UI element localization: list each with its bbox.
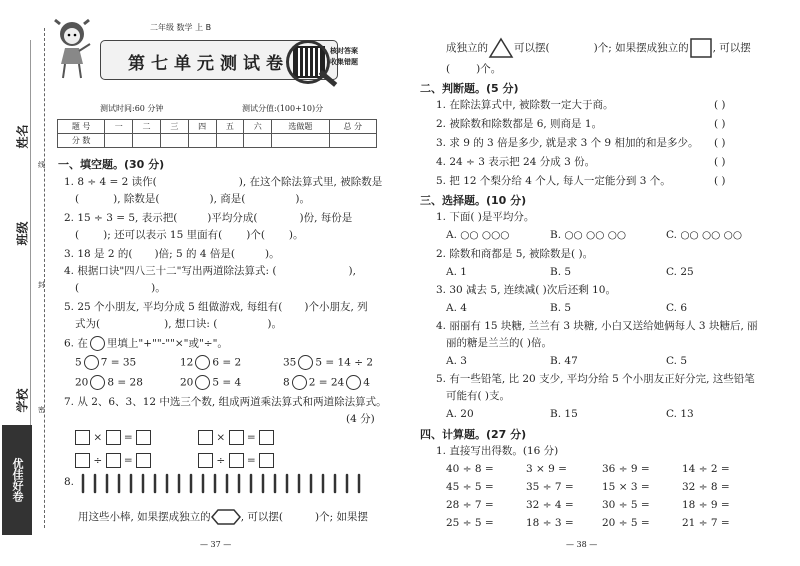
cut-line — [44, 28, 46, 528]
seal-mark: 密 — [38, 406, 45, 414]
choice-question: 3. 30 减去 5, 连续减( )次后还剩 10。 — [436, 284, 616, 296]
table-header: 总 分 — [329, 120, 376, 134]
score-cell[interactable] — [244, 134, 272, 148]
choice-option[interactable]: A. ○○ ○○○ — [446, 229, 510, 241]
brand-logo: 优佳好卷 — [2, 425, 32, 535]
table-row-label: 分 数 — [58, 134, 105, 148]
question-1: 1. 8 ÷ 4 = 2 读作( ), 在这个除法算式里, 被除数是 — [64, 176, 383, 188]
judge-answer[interactable]: ( ) — [714, 99, 726, 111]
calc-item: 32 ÷ 4 = — [526, 499, 574, 511]
choice-option[interactable]: A. 4 — [446, 302, 467, 314]
name-line — [30, 40, 32, 460]
judge-item: 4. 24 ÷ 3 表示把 24 分成 3 份。 — [436, 156, 596, 168]
table-row — [58, 120, 377, 134]
q6-item: 5 7 = 35 — [75, 356, 137, 369]
calc-item: 15 × 3 = — [602, 481, 650, 493]
choice-question: 1. 下面( )是平均分。 — [436, 211, 535, 223]
q6-item: 35 5 = 14 ÷ 2 — [283, 356, 374, 369]
question-5: 5. 25 个小朋友, 平均分成 5 组做游戏, 每组有( )个小朋友, 列 — [64, 301, 368, 313]
judge-item: 2. 被除数和除数都是 6, 则商是 1。 — [436, 118, 603, 130]
q7-equation: ÷ = — [75, 453, 151, 468]
answer-circle[interactable] — [346, 375, 361, 390]
question-8-continued: 成独立的 可以摆( )个; 如果摆成独立的 , 可以摆 — [446, 37, 751, 59]
question-2: 2. 15 ÷ 3 = 5, 表示把( )平均分成( )份, 每份是 — [64, 212, 353, 224]
choice-option[interactable]: B. 47 — [550, 355, 578, 367]
calc-item: 18 ÷ 3 = — [526, 517, 574, 529]
table-header: 选做题 — [272, 120, 329, 134]
question-7: 7. 从 2、6、3、12 中选三个数, 组成两道乘法算式和两道除法算式。 — [64, 396, 387, 408]
choice-option[interactable]: A. 20 — [446, 408, 474, 420]
question-1-line2: ( ), 除数是( ), 商是( )。 — [75, 193, 310, 205]
choice-option[interactable]: C. 5 — [666, 355, 688, 367]
answer-circle[interactable] — [292, 375, 307, 390]
choice-option[interactable]: A. 3 — [446, 355, 467, 367]
choice-question-cont: 丽的糖是兰兰的( )倍。 — [446, 337, 553, 349]
answer-circle[interactable] — [90, 375, 105, 390]
q7-equation: × = — [75, 430, 151, 445]
choice-option[interactable]: A. 1 — [446, 266, 467, 278]
table-header: 六 — [244, 120, 272, 134]
class-label: 班级 — [15, 221, 30, 246]
judge-item: 3. 求 9 的 3 倍是多少, 就是求 3 个 9 相加的和是多少。 — [436, 137, 699, 149]
table-row — [58, 134, 377, 148]
question-2-line2: ( ); 还可以表示 15 里面有( )个( )。 — [75, 229, 304, 241]
qr-note-2: 收集错题 — [330, 58, 358, 66]
page-title: 第七单元测试卷 — [128, 54, 289, 74]
score-cell[interactable] — [272, 134, 329, 148]
calc-item: 45 ÷ 5 = — [446, 481, 494, 493]
choice-option[interactable]: B. 15 — [550, 408, 578, 420]
score-cell[interactable] — [133, 134, 161, 148]
question-8-continued-2: ( )个。 — [446, 63, 502, 75]
choice-option[interactable]: C. 6 — [666, 302, 688, 314]
girl-mascot — [52, 18, 94, 80]
choice-option[interactable]: C. 13 — [666, 408, 694, 420]
page-number: — 38 — — [566, 540, 598, 549]
question-7-points: (4 分) — [346, 413, 375, 425]
grade-line: 二年级 数学 上 B — [150, 23, 212, 32]
q6-item: 20 8 = 28 — [75, 376, 143, 389]
calc-title: 1. 直接写出得数。(16 分) — [436, 445, 559, 457]
calc-item: 32 ÷ 8 = — [682, 481, 730, 493]
qr-note-1: 核对答案 — [330, 47, 358, 55]
q6-item: 20 5 = 4 — [180, 376, 242, 389]
choice-option[interactable]: B. 5 — [550, 266, 572, 278]
exam-score: 测试分值:(100+10)分 — [242, 104, 324, 113]
score-cell[interactable] — [188, 134, 216, 148]
answer-circle — [90, 336, 105, 351]
table-header: 四 — [188, 120, 216, 134]
answer-circle[interactable] — [195, 355, 210, 370]
seal-mark: 封 — [38, 281, 45, 289]
score-cell[interactable] — [160, 134, 188, 148]
choice-option[interactable]: B. 5 — [550, 302, 572, 314]
section-title: 一、填空题。(30 分) — [58, 158, 165, 171]
judge-answer[interactable]: ( ) — [714, 175, 726, 187]
calc-item: 21 ÷ 7 = — [682, 517, 730, 529]
calc-item: 28 ÷ 7 = — [446, 499, 494, 511]
page-number: — 37 — — [200, 540, 232, 549]
q6-item: 8 2 = 24 4 — [283, 376, 370, 389]
section-title: 四、计算题。(27 分) — [420, 428, 527, 441]
section-title: 二、判断题。(5 分) — [420, 82, 519, 95]
question-4-line2: ( )。 — [75, 282, 166, 294]
sticks-image — [78, 472, 388, 494]
choice-question-cont: 可能有( )支。 — [446, 390, 511, 402]
question-8: 用这些小棒, 如果摆成独立的 , 可以摆( )个; 如果摆 — [78, 511, 368, 523]
calc-item: 14 ÷ 2 = — [682, 463, 730, 475]
judge-item: 1. 在除法算式中, 被除数一定大于商。 — [436, 99, 614, 111]
question-4: 4. 根据口诀"四八三十二"写出两道除法算式: ( ), — [64, 265, 356, 277]
question-8-number: 8. — [64, 476, 75, 488]
calc-item: 20 ÷ 5 = — [602, 517, 650, 529]
seal-mark: 线 — [38, 161, 45, 169]
choice-option[interactable]: C. ○○ ○○ ○○ — [666, 229, 742, 241]
calc-item: 3 × 9 = — [526, 463, 567, 475]
choice-option[interactable]: C. 25 — [666, 266, 694, 278]
answer-circle[interactable] — [298, 355, 313, 370]
choice-option[interactable]: B. ○○ ○○ ○○ — [550, 229, 627, 241]
question-6: 6. 在 里填上"+""-""×"或"÷"。 — [64, 337, 228, 350]
calc-item: 40 ÷ 8 = — [446, 463, 494, 475]
table-header: 题 号 — [58, 120, 105, 134]
choice-question: 5. 有一些铅笔, 比 20 支少, 平均分给 5 个小朋友正好分完, 这些铅笔 — [436, 373, 755, 385]
question-3: 3. 18 是 2 的( )倍; 5 的 4 倍是( )。 — [64, 248, 280, 260]
judge-answer[interactable]: ( ) — [714, 156, 726, 168]
name-label: 姓名 — [15, 124, 30, 149]
table-header: 二 — [133, 120, 161, 134]
calc-item: 35 ÷ 7 = — [526, 481, 574, 493]
table-header: 一 — [105, 120, 133, 134]
judge-answer[interactable]: ( ) — [714, 118, 726, 130]
q6-item: 12 6 = 2 — [180, 356, 242, 369]
square-icon — [689, 37, 713, 59]
calc-item: 25 ÷ 5 = — [446, 517, 494, 529]
calc-item: 36 ÷ 9 = — [602, 463, 650, 475]
exam-time: 测试时间:60 分钟 — [100, 104, 164, 113]
hexagon-icon — [211, 509, 241, 525]
answer-circle[interactable] — [84, 355, 99, 370]
section-title: 三、选择题。(10 分) — [420, 194, 527, 207]
calc-item: 18 ÷ 9 = — [682, 499, 730, 511]
score-cell[interactable] — [216, 134, 244, 148]
question-5-line2: 式为( ), 想口诀: ( )。 — [75, 318, 282, 330]
school-label: 学校 — [15, 388, 30, 413]
choice-question: 4. 丽丽有 15 块糖, 兰兰有 3 块糖, 小白又送给她俩每人 3 块糖后, 丽 — [436, 320, 758, 332]
triangle-icon — [488, 37, 514, 59]
judge-item: 5. 把 12 个梨分给 4 个人, 每人一定能分到 3 个。 — [436, 175, 671, 187]
calc-item: 30 ÷ 5 = — [602, 499, 650, 511]
score-cell[interactable] — [329, 134, 376, 148]
table-header: 三 — [160, 120, 188, 134]
score-table — [57, 119, 377, 148]
score-cell[interactable] — [105, 134, 133, 148]
table-header: 五 — [216, 120, 244, 134]
q7-equation: × = — [198, 430, 274, 445]
answer-circle[interactable] — [195, 375, 210, 390]
choice-question: 2. 除数和商都是 5, 被除数是( )。 — [436, 248, 594, 260]
q7-equation: ÷ = — [198, 453, 274, 468]
judge-answer[interactable]: ( ) — [714, 137, 726, 149]
